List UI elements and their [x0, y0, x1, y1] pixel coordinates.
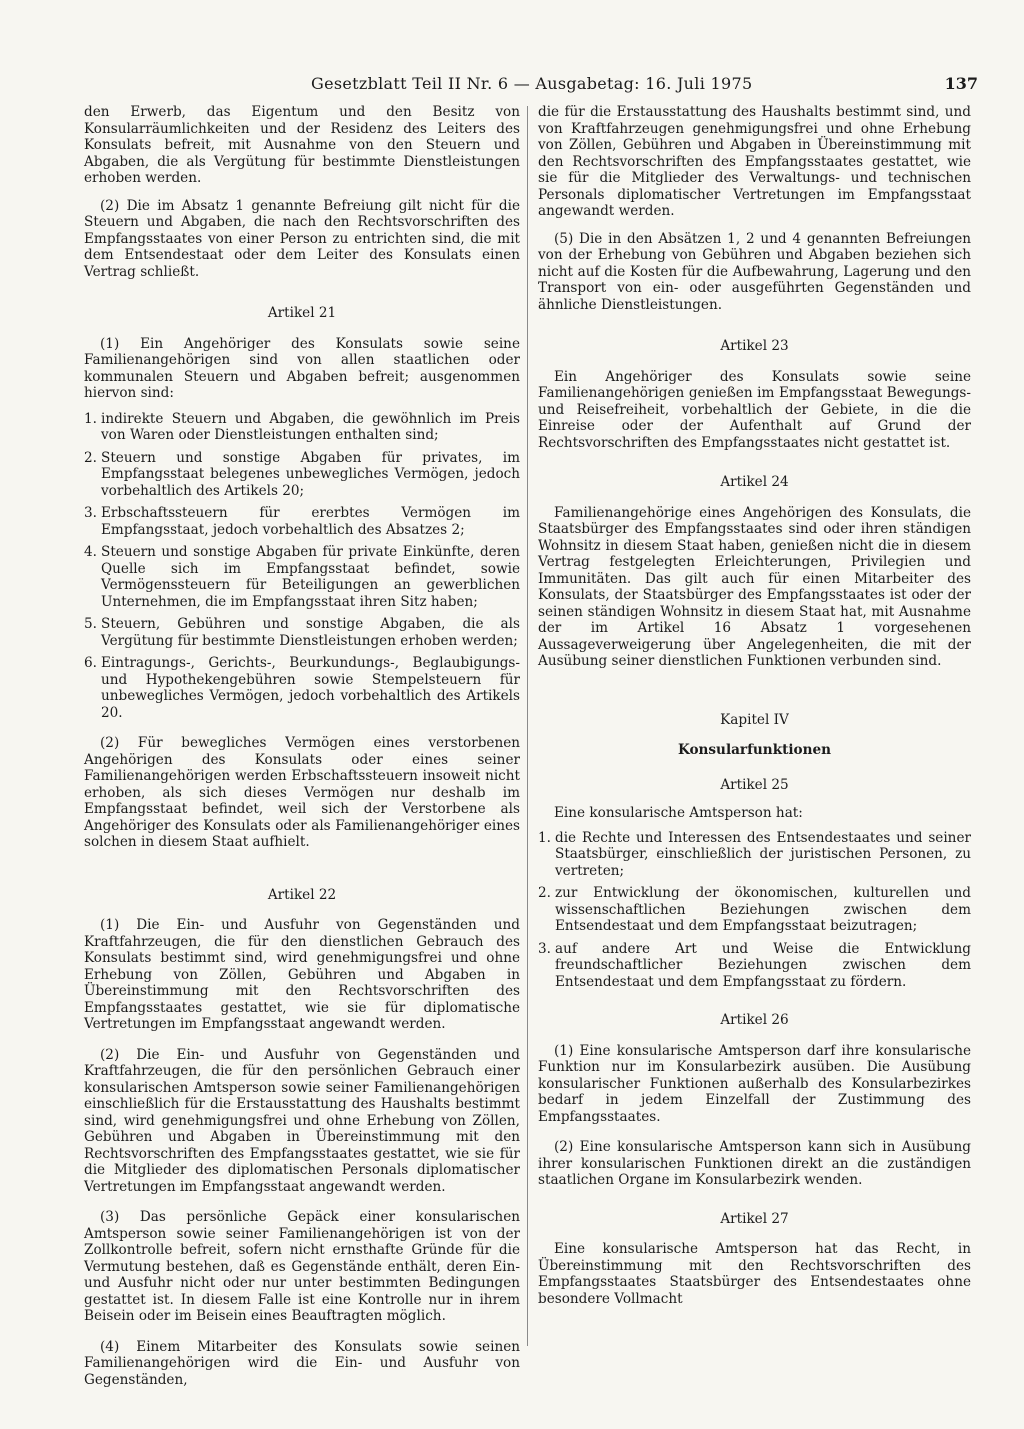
list-item — [84, 411, 520, 444]
paragraph: (2) Die Ein- und Ausfuhr von Gegenständen und Kraftfahrzeugen, die für den persönlichen Gebrauch einer konsularischen Amtsperson sowie seiner Familienangehörigen einschließlich für die Erstausstattung des Haushalts bestimmt sind, wird genehmigungsfrei und ohne Erhebung von Zöllen, Gebühren und Abgaben in Übereinstimmung mit den Rechtsvorschriften des Empfangsstaates gestattet, wie sie für die Mitglieder des diplomatischen Personals diplomatischer Vertretungen im Empfangsstaat angewandt werden. — [84, 1046, 520, 1195]
list-text: indirekte Steuern und Abgaben, die gewöhnlich im Preis von Waren oder Dienstleistungen enthalten sind; — [101, 410, 520, 443]
list-number: 3. — [538, 940, 551, 957]
list-number: 2. — [538, 885, 551, 901]
paragraph: (2) Die im Absatz 1 genannte Befreiung gilt nicht für die Steuern und Abgaben, die nach den Rechtsvorschriften des Empfangsstaates von einer Person zu entrichten sind, die mit dem Entsendestaat oder dem Leiter des Konsulats einen Vertrag schließt. — [84, 197, 520, 280]
list-number: 4. — [84, 544, 97, 560]
list-item — [84, 544, 520, 610]
paragraph: (4) Einem Mitarbeiter des Konsulats sowie seinen Familienangehörigen wird die Ein- und Ausfuhr von Gegenständen, — [84, 1338, 520, 1388]
article-heading: Artikel 22 — [267, 886, 337, 903]
list-text: auf andere Art und Weise die Entwicklung freundschaftlicher Beziehungen zwischen dem Entsendestaat und dem Empfangsstaat zu fördern. — [555, 940, 971, 990]
list-number: 1. — [84, 410, 97, 427]
list-text: Eintragungs-, Gerichts-, Beurkundungs-, Beglaubigungs- und Hypothekengebühren sowie Stempelsteuern für unbewegliches Vermögen, jedoch vorbehaltlich des Artikels 20. — [101, 655, 520, 721]
article-heading: Artikel 26 — [720, 1012, 789, 1028]
paragraph: Familienangehörige eines Angehörigen des Konsulats, die Staatsbürger des Empfangsstaates sind oder ihren ständigen Wohnsitz in diesem Staat haben, genießen nicht die in diesem Vertrag festgelegten Erleichterungen, Privilegien und Immunitäten. Das gilt auch für einen Mitarbeiter des Konsulats, der Staatsbürger des Empfangsstaates ist oder der seinen ständigen Wohnsitz in diesem Staat hat, mit Ausnahme der im Artikel 16 Absatz 1 vorgesehenen Aussageverweigerung über Angelegenheiten, die mit der Ausübung seiner dienstlichen Funktionen verbunden sind. — [538, 504, 971, 669]
list-item — [538, 885, 971, 935]
list-number: 5. — [84, 616, 97, 632]
list-text: Steuern, Gebühren und sonstige Abgaben, die als Vergütung für bestimmte Dienstleistungen erhoben werden; — [101, 616, 520, 649]
list-text: Erbschaftssteuern für ererbtes Vermögen im Empfangsstaat, jedoch vorbehaltlich des Absatzes 2; — [101, 505, 520, 538]
function-list — [538, 830, 971, 991]
header-title: Gesetzblatt Teil II Nr. 6 — Ausgabetag: 16. Juli 1975 — [311, 74, 753, 93]
list-number: 2. — [84, 449, 97, 466]
list-item — [84, 505, 520, 538]
page-number: 137 — [944, 74, 978, 93]
chapter-title: Konsularfunktionen — [677, 742, 832, 758]
list-text: Steuern und sonstige Abgaben für private Einkünfte, deren Quelle sich im Empfangsstaat befindet, sowie Vermögenssteuern für Beteiligungen an gewerblichen Unternehmen, die im Empfangsstaat ihren Sitz haben; — [101, 544, 520, 610]
list-number: 3. — [84, 505, 97, 521]
article-heading: Artikel 21 — [267, 305, 337, 321]
paragraph: Ein Angehöriger des Konsulats sowie seine Familienangehörigen genießen im Empfangsstaat Bewegungs- und Reisefreiheit, vorbehaltlich der Gebiete, in die die Einreise oder der Aufenthalt auf Grund der Rechtsvorschriften des Empfangsstaates nicht gestattet ist. — [538, 368, 971, 451]
running-header — [86, 74, 978, 100]
column-divider — [527, 106, 528, 1346]
paragraph: (3) Das persönliche Gepäck einer konsularischen Amtsperson sowie seiner Familienangehörigen ist von der Zollkontrolle befreit, sofern nicht ernsthafte Gründe für die Vermutung bestehen, daß es Gegenstände enthält, deren Ein- und Ausfuhr nicht oder nur unter bestimmten Bedingungen gestattet ist. In diesem Falle ist eine Kontrolle nur in ihrem Beisein oder im Beisein eines Beauftragten möglich. — [84, 1209, 520, 1324]
article-heading: Artikel 24 — [720, 474, 789, 490]
paragraph: (1) Ein Angehöriger des Konsulats sowie seine Familienangehörigen sind von allen staatlichen oder kommunalen Steuern und Abgaben befreit; ausgenommen hiervon sind: — [84, 335, 520, 401]
list-number: 6. — [84, 655, 97, 671]
paragraph: (1) Eine konsularische Amtsperson darf ihre konsularische Funktion nur im Konsularbezirk ausüben. Die Ausübung konsularischer Funktionen außerhalb des Konsularbezirkes bedarf in jedem Einzelfall der Zustimmung des Empfangsstaates. — [538, 1042, 971, 1125]
list-item — [84, 655, 520, 721]
list-item — [84, 450, 520, 500]
list-item — [538, 941, 971, 991]
list-item — [84, 616, 520, 649]
paragraph: (5) Die in den Absätzen 1, 2 und 4 genannten Befreiungen von der Erhebung von Gebühren und Abgaben beziehen sich nicht auf die Kosten für die Aufbewahrung, Lagerung und den Transport von ein- oder ausgeführten Gegenständen und ähnliche Dienstleistungen. — [538, 230, 971, 313]
left-column — [84, 104, 520, 1388]
paragraph: (2) Für bewegliches Vermögen eines verstorbenen Angehörigen des Konsulats oder eines seiner Familienangehörigen werden Erbschaftssteuern insoweit nicht erhoben, als sich dieses Vermögen nur deshalb im Empfangsstaat befindet, weil sich der Verstorbene als Angehöriger des Konsulats oder als Familienangehöriger eines solchen in diesem Staat aufhielt. — [84, 735, 520, 850]
list-text: zur Entwicklung der ökonomischen, kulturellen und wissenschaftlichen Beziehungen zwischen dem Entsendestaat und dem Empfangsstaat beizutragen; — [555, 885, 971, 934]
paragraph: (1) Die Ein- und Ausfuhr von Gegenständen und Kraftfahrzeugen, die für den dienstlichen Gebrauch des Konsulats bestimmt sind, wird genehmigungsfrei und ohne Erhebung von Zöllen, Gebühren und Abgaben in Übereinstimmung mit den Rechtsvorschriften des Empfangsstaates gestattet, wie sie für diplomatische Vertretungen im Empfangsstaat angewandt werden. — [84, 917, 520, 1032]
exemption-list — [84, 411, 520, 722]
paragraph: Eine konsularische Amtsperson hat das Recht, in Übereinstimmung mit den Rechtsvorschriften des Empfangsstaates Staatsbürger des Entsendestaates ohne besondere Vollmacht — [538, 1241, 971, 1307]
list-item — [538, 830, 971, 880]
article-heading: Artikel 23 — [720, 338, 789, 354]
article-heading: Artikel 25 — [720, 776, 789, 793]
paragraph: (2) Eine konsularische Amtsperson kann sich in Ausübung ihrer konsularischen Funktionen direkt an die zuständigen staatlichen Organe im Konsularbezirk wenden. — [538, 1139, 971, 1188]
paragraph: Eine konsularische Amtsperson hat: — [554, 805, 803, 821]
list-text: die Rechte und Interessen des Entsendestaates und seiner Staatsbürger, einschließlich der juristischen Personen, zu vertreten; — [555, 829, 971, 879]
chapter-label: Kapitel IV — [720, 711, 789, 728]
right-column — [538, 104, 971, 1307]
list-number: 1. — [538, 829, 551, 846]
list-text: Steuern und sonstige Abgaben für privates, im Empfangsstaat belegenes unbewegliches Vermögen, jedoch vorbehaltlich des Artikels 20; — [101, 449, 520, 499]
paragraph: den Erwerb, das Eigentum und den Besitz von Konsularräumlichkeiten und der Residenz des Leiters des Konsulats befreit, mit Ausnahme von den Steuern und Abgaben, die als Vergütung für bestimmte Dienstleistungen erhoben werden. — [84, 104, 520, 186]
article-heading: Artikel 27 — [720, 1210, 789, 1227]
paragraph: die für die Erstausstattung des Haushalts bestimmt sind, und von Kraftfahrzeugen genehmigungsfrei und ohne Erhebung von Zöllen, Gebühren und Abgaben in Übereinstimmung mit den Rechtsvorschriften des Empfangsstaates gestattet, wie sie für die Mitglieder des Verwaltungs- und technischen Personals diplomatischer Vertretungen im Empfangsstaat angewandt werden. — [538, 104, 971, 219]
